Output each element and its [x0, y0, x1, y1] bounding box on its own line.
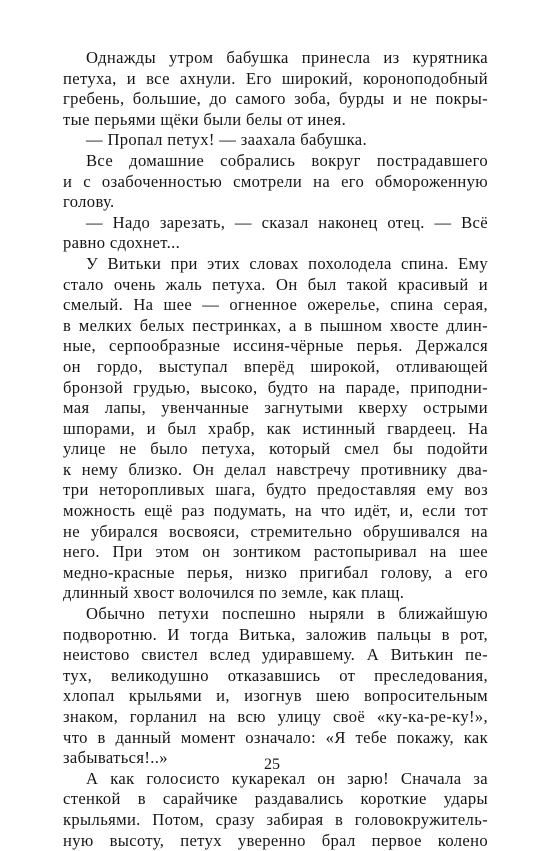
text-line: что в данный момент означало: «Я тебе покажу, как — [63, 727, 488, 747]
text-line: петуха, и все ахнули. Его широкий, короноподобный — [63, 68, 488, 88]
text-line: можность ещё раз подумать, на что идёт, и, если тот — [63, 501, 488, 521]
text-line: голову. — [63, 192, 115, 212]
text-line: У Витьки при этих словах похолодела спина. Ему — [86, 253, 488, 273]
page-number: 25 — [264, 756, 280, 773]
text-line: равно сдохнет... — [63, 233, 181, 253]
text-line: медно-красные перья, низко пригибал голову, а его — [63, 562, 488, 582]
text-line: него. При этом он зонтиком растопыривал на шее — [63, 542, 488, 562]
text-line: стало очень жаль петуха. Он был такой красивый и — [63, 274, 488, 294]
text-line: гребень, большие, до самого зоба, бурды и не покры- — [63, 89, 488, 109]
text-line: хлопал крыльями и, изогнув шею вопросительным — [63, 686, 488, 706]
text-line: не убирался восвояси, стремительно обрушивался на — [63, 521, 488, 541]
text-line: неистово свистел вслед удиравшему. А Витькин пе- — [63, 645, 488, 665]
text-line: улице не было петуха, который смел бы подойти — [63, 439, 488, 459]
text-line: Все домашние собрались вокруг пострадавшего — [86, 150, 488, 170]
text-line: три неторопливых шага, будто предоставляя ему воз — [63, 480, 488, 500]
text-line: ную высоту, петух уверенно брал первое колено — [63, 830, 488, 850]
text-line: крыльями. Потом, сразу забирая в головокружитель- — [63, 809, 488, 829]
text-line: ные, серпообразные иссиня-чёрные перья. Держался — [63, 336, 488, 356]
text-line: Однажды утром бабушка принесла из курятника — [86, 48, 488, 67]
text-line: шпорами, и был храбр, как истинный гвардеец. На — [63, 418, 488, 438]
text-line: подворотню. И тогда Витька, заложив пальцы в рот, — [63, 624, 488, 644]
text-line: Обычно петухи поспешно ныряли в ближайшую — [86, 604, 488, 624]
text-line: и с озабоченностью смотрели на его обмороженную — [63, 171, 488, 191]
text-line: он гордо, выступал вперёд широкой, отливающей — [63, 356, 488, 376]
text-line: тые перьями щёки были белы от инея. — [63, 109, 347, 129]
text-line: бронзой грудью, высоко, будто на параде, приподни- — [63, 377, 488, 397]
text-line: тух, великодушно отказавшись от преследования, — [63, 665, 488, 685]
text-line: в мелких белых пестринках, а в пышном хвосте длин- — [63, 315, 488, 335]
text-line: — Пропал петух! — заахала бабушка. — [86, 130, 368, 150]
text-line: стенкой в сарайчике раздавались короткие удары — [63, 789, 488, 809]
text-line: знаком, горланил на всю улицу своё «ку-ка-ре-ку!», — [63, 707, 488, 726]
text-line: смелый. На шее — огненное ожерелье, спина серая, — [63, 295, 488, 315]
text-line: мая лапы, увенчанные загнутыми кверху острыми — [63, 398, 488, 418]
text-line: А как голосисто кукарекал он зарю! Сначала за — [86, 768, 488, 788]
body-text — [63, 48, 488, 851]
text-line: забываться!..» — [63, 748, 168, 768]
text-line: — Надо зарезать, — сказал наконец отец. — Всё — [86, 212, 488, 232]
text-line: к нему близко. Он делал навстречу противнику два- — [63, 459, 488, 479]
text-line: длинный хвост волочился по земле, как плащ. — [63, 583, 405, 603]
